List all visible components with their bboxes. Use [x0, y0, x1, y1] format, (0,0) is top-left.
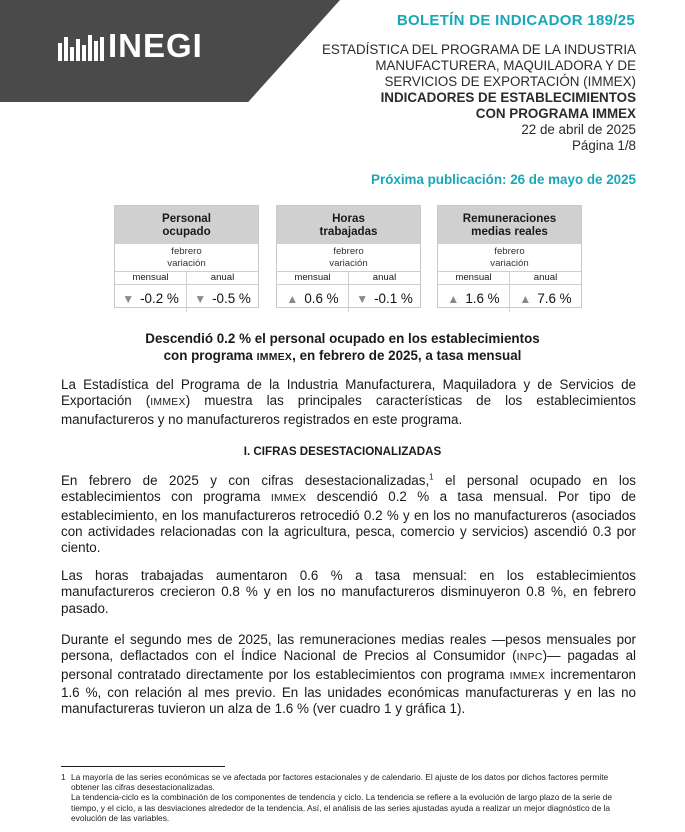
card-col-monthly: mensual [132, 272, 169, 283]
card-title-line: trabajadas [319, 225, 378, 238]
paragraph-1 [61, 473, 636, 556]
text-run: descendió 0.2 % a tasa mensual. Por tipo de establecimiento, en los manufactureros retrocedió 0.2 % y en los no manufactureros (asociados con actividades relacionadas con la agricultura, pesca, comercio y servicios) ascendió 0.3 por ciento. [61, 489, 637, 556]
page-number: Página 1/8 [571, 138, 636, 153]
card-value-annual [509, 285, 581, 312]
card-measure-label: variación [490, 258, 529, 269]
value-text: 0.6 % [304, 291, 339, 306]
headline-line-1: Descendió 0.2 % el personal ocupado en los establecimientos [145, 331, 540, 346]
card-period-label: febrero [171, 246, 202, 257]
paragraph-2: Las horas trabajadas aumentaron 0.6 % a tasa mensual: en los establecimientos manufactureros crecieron 0.8 % y en los no manufactureros disminuyeron 0.8 %, en febrero pasado. [61, 568, 636, 616]
headline [0, 330, 685, 366]
text-run: incrementaron 1.6 %, con relación al mes previo. En las unidades económicas manufactureras y en las no manufactureras tuvieron un alza de 1.6 % (ver cuadro 1 y gráfica 1). [61, 666, 636, 717]
down-triangle-icon: ▼ [356, 291, 369, 306]
card-title [277, 206, 420, 244]
card-period [115, 244, 258, 270]
card-value-annual [186, 285, 258, 312]
header-bold-1: INDICADORES DE ESTABLECIMIENTOS [380, 90, 636, 105]
headline-text: , en febrero de 2025, a tasa mensual [292, 348, 522, 363]
up-triangle-icon: ▲ [447, 291, 460, 306]
card-title-line: ocupado [162, 225, 211, 238]
value-text: 7.6 % [537, 291, 572, 306]
acronym: IMMEX [270, 493, 307, 505]
card-period [438, 244, 581, 270]
footnote-divider [61, 766, 225, 767]
up-triangle-icon: ▲ [519, 291, 532, 306]
text-run: el personal ocupado en los establecimientos con programa [61, 473, 637, 505]
card-period [277, 244, 420, 270]
card-values [277, 284, 420, 312]
card-values [438, 284, 581, 312]
card-col-monthly: mensual [455, 272, 492, 283]
footnote [61, 772, 636, 823]
value-text: -0.5 % [212, 291, 251, 306]
acronym: INPC [516, 652, 543, 664]
card-title-line: Horas [332, 212, 365, 225]
card-value-monthly [438, 285, 509, 312]
paragraph-3 [61, 632, 636, 717]
card-col-annual: anual [509, 272, 581, 284]
card-title-line: Personal [162, 212, 211, 225]
card-value-monthly [115, 285, 186, 312]
card-period-label: febrero [494, 246, 525, 257]
inegi-logo [58, 28, 203, 64]
card-col-annual: anual [348, 272, 420, 284]
logo-text: INEGI [108, 27, 203, 64]
card-columns [438, 271, 581, 284]
card-columns [115, 271, 258, 284]
card-value-monthly [277, 285, 348, 312]
header-line-1: ESTADÍSTICA DEL PROGRAMA DE LA INDUSTRIA [321, 42, 636, 57]
indicator-card-personal [114, 205, 259, 308]
header-bold-2: CON PROGRAMA IMMEX [475, 106, 636, 121]
card-col-monthly: mensual [294, 272, 331, 283]
card-title [115, 206, 258, 244]
value-text: -0.2 % [140, 291, 179, 306]
text-run: La Estadística del Programa de la Industria Manufacturera, Maquiladora y de Servicios de Exportación ( [61, 377, 636, 409]
footnote-text: La tendencia-ciclo es la combinación de los componentes de tendencia y ciclo. La tendencia se refiere a la evolución de largo plazo de la serie de tiempo, y el ciclo, a las desviaciones alrededor de la tendencia. Así, el análisis de las series ajustadas ayuda a realizar un mejor diagnóstico de la evolución de las variables. [71, 792, 612, 823]
down-triangle-icon: ▼ [122, 291, 135, 306]
logo-bars-icon [58, 31, 104, 61]
next-publication: Próxima publicación: 26 de mayo de 2025 [371, 172, 636, 187]
up-triangle-icon: ▲ [286, 291, 299, 306]
indicator-card-remuneraciones [437, 205, 582, 308]
indicator-card-horas [276, 205, 421, 308]
footnote-text: La mayoría de las series económicas se ve afectada por factores estacionales y de calendario. El ajuste de los datos por dichos factores permite obtener las cifras desestacionalizadas. [71, 772, 609, 793]
headline-text: con programa [163, 348, 257, 363]
text-run: )— pagadas al personal contratado directamente por los establecimientos con programa [61, 648, 636, 682]
card-title-line: Remuneraciones [462, 212, 557, 225]
footnote-line [61, 792, 636, 823]
card-measure-label: variación [329, 258, 368, 269]
acronym: IMMEX [509, 670, 546, 682]
down-triangle-icon: ▼ [194, 291, 207, 306]
intro-paragraph [61, 377, 636, 428]
text-run: En febrero de 2025 y con cifras desestacionalizadas, [61, 473, 430, 488]
acronym: IMMEX [150, 397, 186, 409]
card-title [438, 206, 581, 244]
card-col-annual: anual [186, 272, 258, 284]
card-value-annual [348, 285, 420, 312]
card-measure-label: variación [167, 258, 206, 269]
value-text: -0.1 % [374, 291, 413, 306]
footnote-number: 1 [61, 772, 66, 782]
header-line-3: SERVICIOS DE EXPORTACIÓN (IMMEX) [384, 74, 636, 89]
footnote-line [61, 772, 636, 792]
document-header [236, 42, 636, 154]
text-run: ) muestra las principales características de los establecimientos manufactureros y no manufactureros registrados en este programa. [61, 393, 636, 427]
text-run: Durante el segundo mes de 2025, las remuneraciones medias reales —pesos mensuales por persona, deflactados con el Índice Nacional de Precios al Consumidor ( [61, 632, 636, 664]
value-text: 1.6 % [465, 291, 500, 306]
card-columns [277, 271, 420, 284]
headline-line-2 [0, 347, 685, 366]
section-title: I. CIFRAS DESESTACIONALIZADAS [243, 445, 442, 458]
publication-date: 22 de abril de 2025 [521, 122, 636, 137]
header-line-2: MANUFACTURERA, MAQUILADORA Y DE [375, 58, 636, 73]
headline-acronym: IMMEX [256, 352, 293, 363]
card-title-line: medias reales [471, 225, 548, 238]
bulletin-number: BOLETÍN DE INDICADOR 189/25 [396, 12, 635, 29]
footnote-ref: 1 [429, 472, 434, 482]
indicator-cards [114, 205, 570, 308]
card-period-label: febrero [333, 246, 364, 257]
card-values [115, 284, 258, 312]
